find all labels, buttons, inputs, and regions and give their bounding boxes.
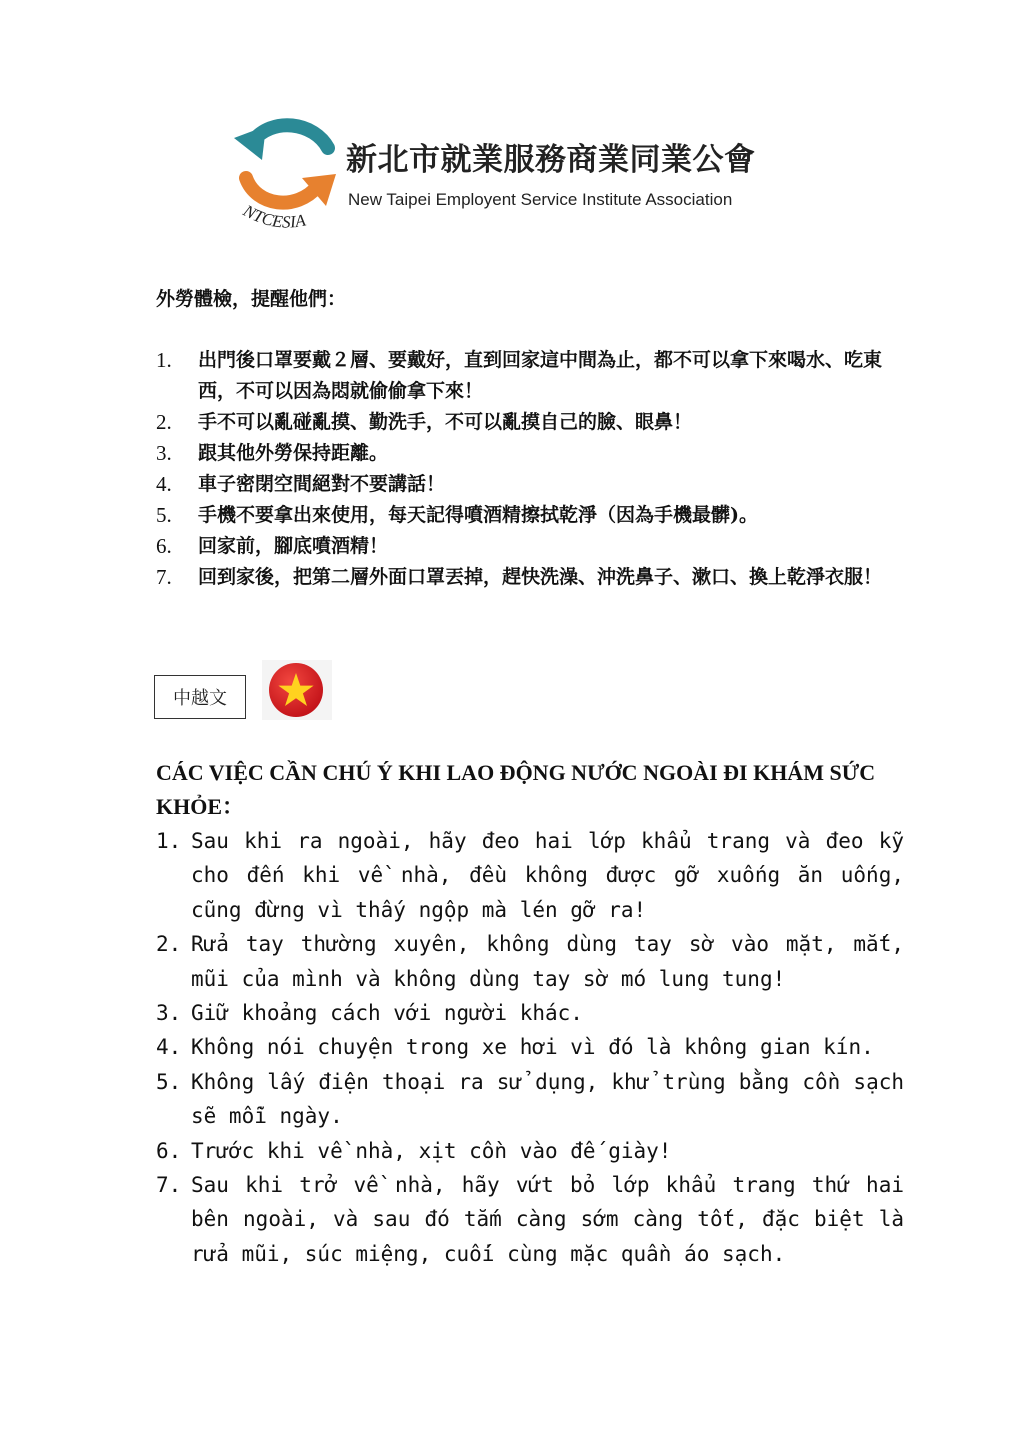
item-text: 回家前，腳底噴酒精！ [198,535,389,557]
vietnam-flag-icon [262,660,332,720]
item-number: 7. [156,565,172,589]
zh-reminder-list [156,345,916,593]
list-item [156,1168,904,1271]
org-name-en: New Taipei Employent Service Institute Association [348,190,733,209]
item-text: 出門後口罩要戴２層、要戴好，直到回家這中間為止，都不可以拿下來喝水、吃東西，不可以因為悶就偷偷拿下來！ [198,349,883,402]
item-text: Sau khi ra ngoài, hãy đeo hai lớp khẩu trang và đeo kỹ cho đến khi về nhà, đều không được gỡ xuống ăn uống, cũng đừng vì thấy ngộp mà lén gỡ ra! [191,829,904,922]
list-item [156,927,904,996]
list-item [156,824,904,927]
item-text: Giữ khoảng cách với người khác. [191,1001,583,1026]
list-item [156,345,916,407]
language-label: 中越文 [154,675,246,719]
vi-title: CÁC VIỆC CẦN CHÚ Ý KHI LAO ĐỘNG NƯỚC NGOÀI ĐI KHÁM SỨC KHỎE： [156,760,876,819]
item-text: 手不可以亂碰亂摸、勤洗手，不可以亂摸自己的臉、眼鼻！ [198,411,693,433]
item-number: 3. [156,1001,182,1026]
item-text: 跟其他外勞保持距離。 [198,442,389,464]
item-text: Rửa tay thường xuyên, không dùng tay sờ vào mặt, mắt, mũi của mình và không dùng tay sờ mó lung tung! [191,932,904,991]
item-number: 3. [156,441,172,465]
logo-text: NTCESIA [240,200,308,232]
list-item [156,1065,904,1134]
item-text: Không lấy điện thoại ra sử dụng, khử trùng bằng cồn sạch sẽ mỗi ngày. [191,1069,904,1129]
item-text: 回到家後，把第二層外面口罩丟掉，趕快洗澡、沖洗鼻子、漱口、換上乾淨衣服！ [198,566,883,588]
list-item [156,996,904,1030]
item-number: 6. [156,1138,182,1163]
item-text: Không nói chuyện trong xe hơi vì đó là không gian kín. [191,1035,874,1060]
item-number: 5. [156,503,172,527]
item-number: 4. [156,1035,182,1060]
circular-arrows-logo-icon [232,108,344,244]
list-item [156,438,916,469]
org-name-zh: 新北市就業服務商業同業公會 [346,142,756,178]
list-item [156,531,916,562]
zh-intro-heading: 外勞體檢，提醒他們： [156,288,347,310]
item-number: 2. [156,932,182,957]
list-item [156,1134,904,1168]
item-text: Sau khi trở về nhà, hãy vứt bỏ lớp khẩu trang thứ hai bên ngoài, và sau đó tắm càng sớm càng tốt, đặc biệt là rửa mũi, súc miệng, cuối cùng mặc quần áo sạch. [191,1173,904,1266]
list-item [156,407,916,438]
item-text: Trước khi về nhà, xịt cồn vào đế giày! [191,1138,672,1163]
item-number: 2. [156,410,172,434]
list-item [156,1030,904,1064]
item-text: 車子密閉空間絕對不要講話！ [198,473,446,495]
item-number: 1. [156,829,182,853]
item-text: 手機不要拿出來使用，每天記得噴酒精擦拭乾淨（因為手機最髒)。 [198,504,758,526]
list-item [156,562,916,593]
item-number: 1. [156,348,172,372]
item-number: 6. [156,534,172,558]
vi-reminder-list [156,824,904,1271]
item-number: 7. [156,1173,182,1198]
item-number: 5. [156,1069,182,1094]
list-item [156,469,916,500]
item-number: 4. [156,472,172,496]
list-item [156,500,916,531]
